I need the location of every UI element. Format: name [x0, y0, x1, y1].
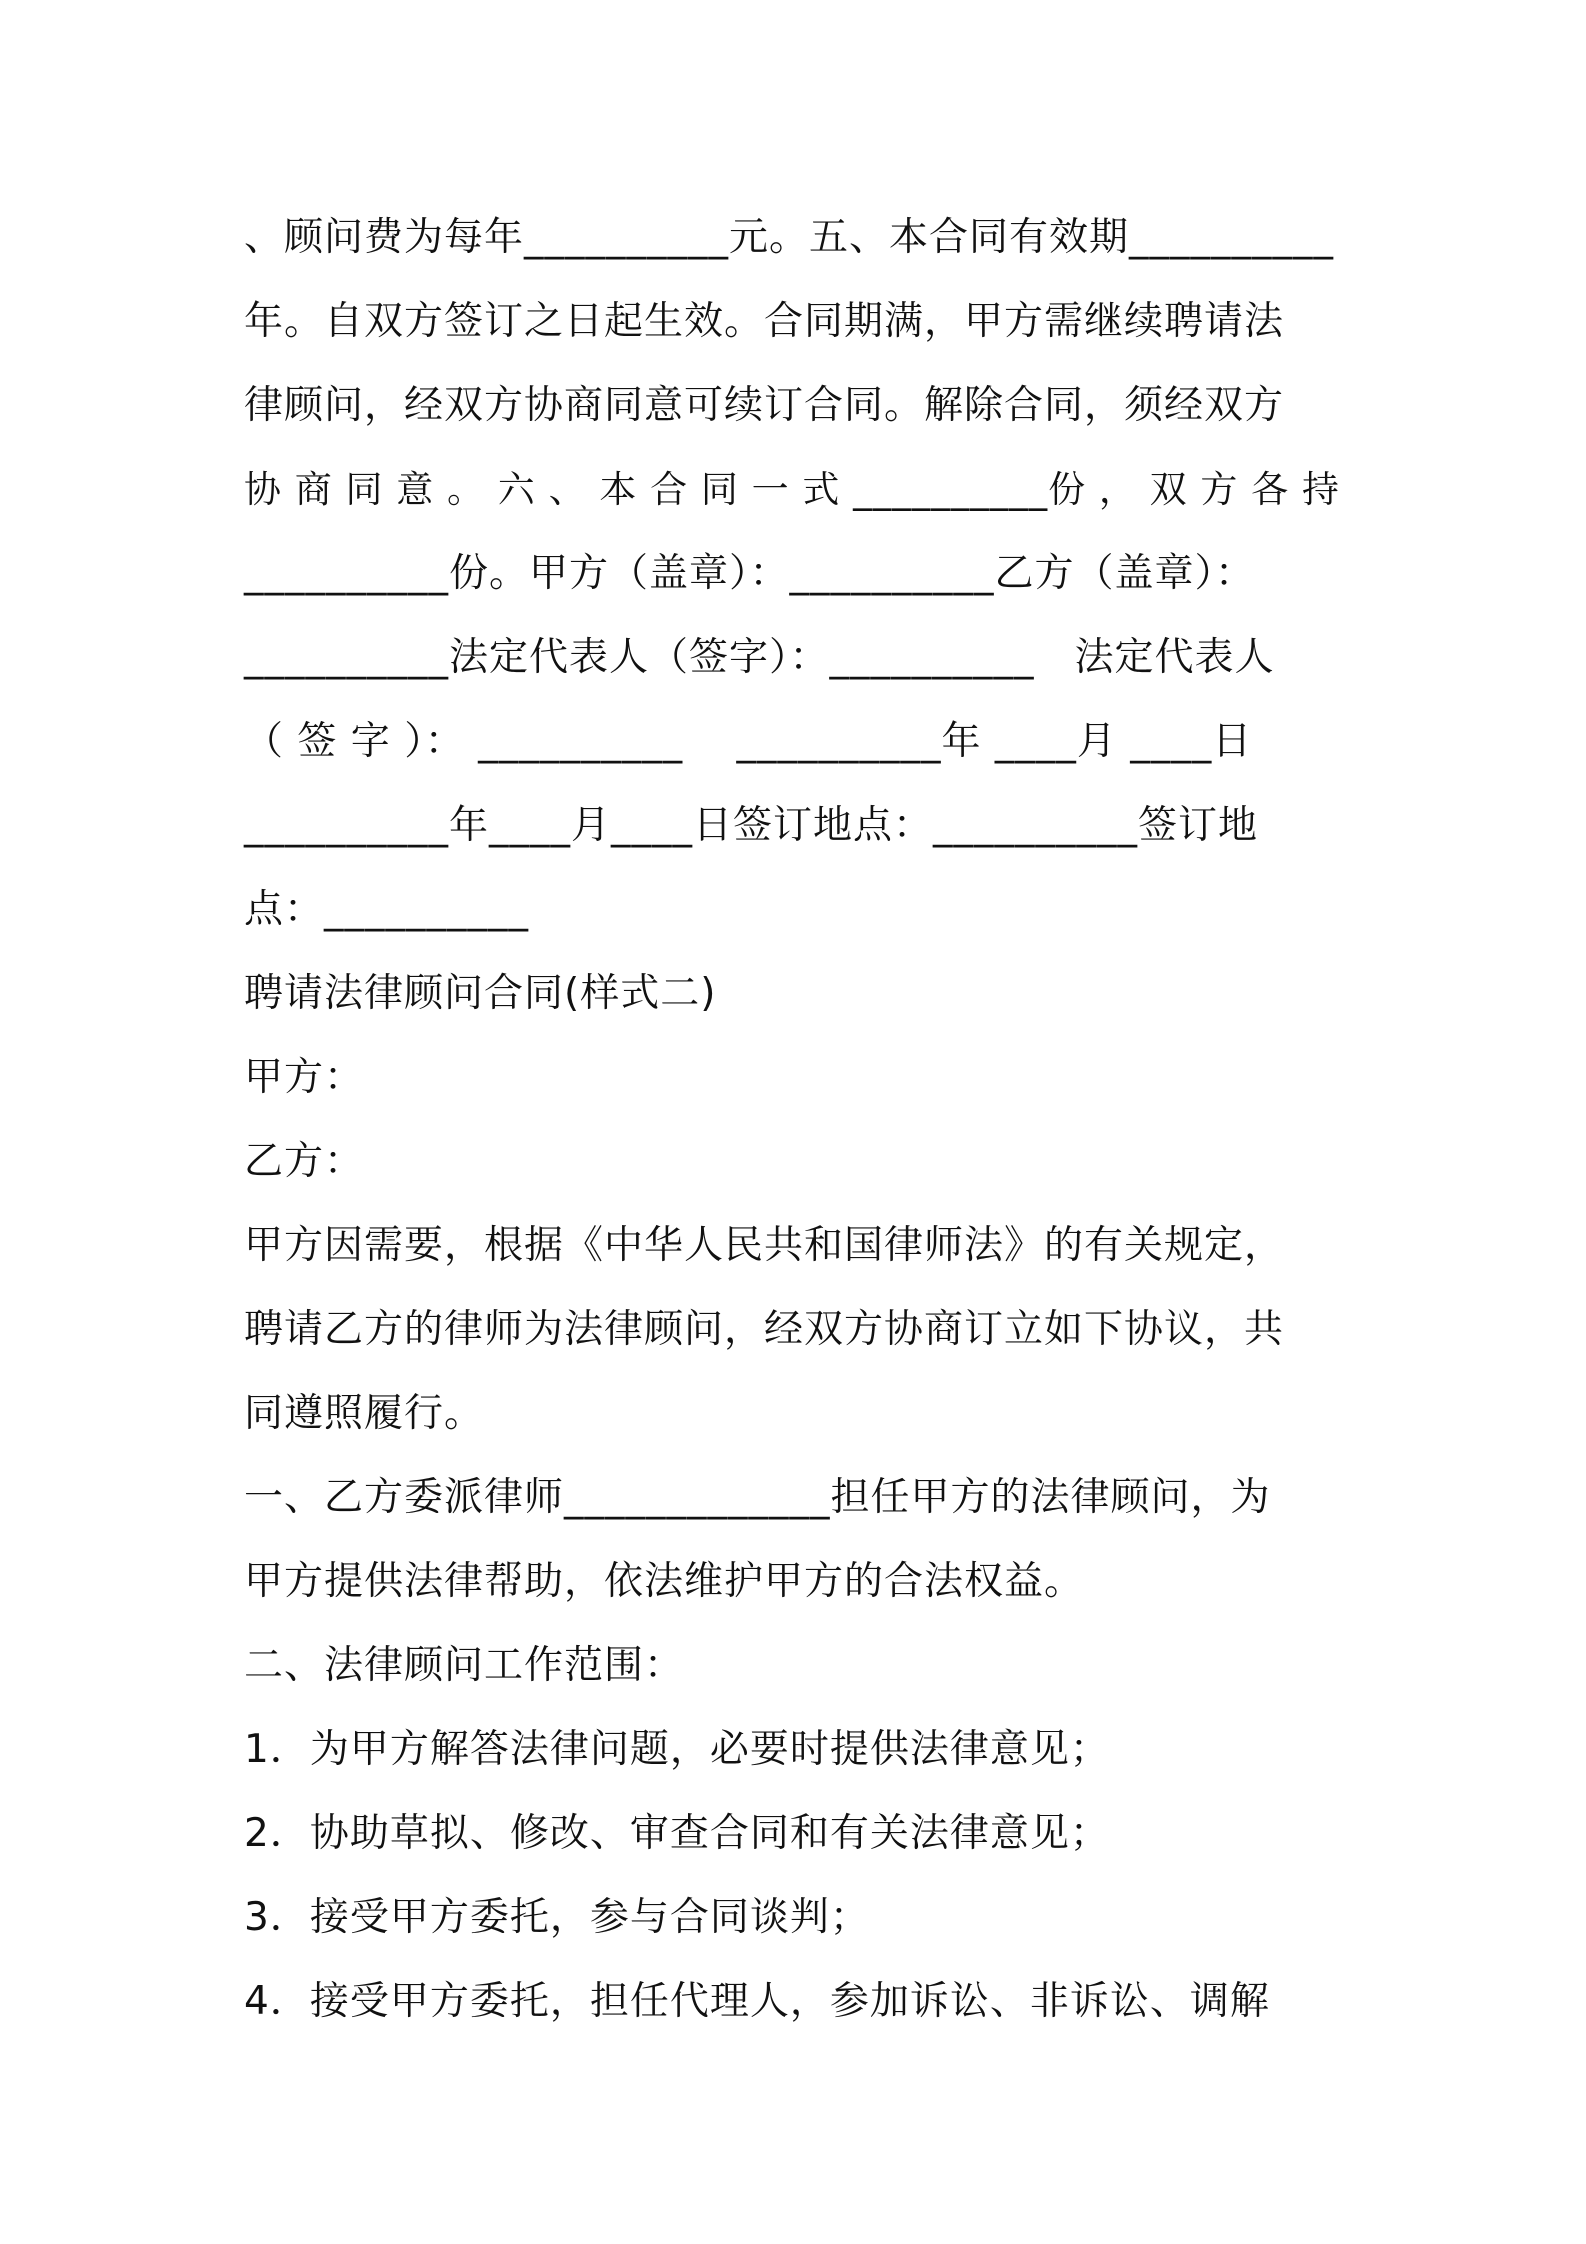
list-item: 4．接受甲方委托，担任代理人，参加诉讼、非诉讼、调解 [244, 1979, 1270, 2024]
list-item: 2．协助草拟、修改、审查合同和有关法律意见； [244, 1811, 1110, 1856]
text-line: __________法定代表人（签字）：__________ 法定代表人 [244, 635, 1275, 680]
text-line: 律顾问，经双方协商同意可续订合同。解除合同，须经双方 [244, 383, 1285, 428]
list-item: 1．为甲方解答法律问题，必要时提供法律意见； [244, 1727, 1110, 1772]
text-line: 、顾问费为每年__________元。五、本合同有效期__________ [244, 215, 1335, 260]
clause-1-line: 甲方提供法律帮助，依法维护甲方的合法权益。 [244, 1559, 1085, 1604]
preamble-line: 聘请乙方的律师为法律顾问，经双方协商订立如下协议，共 [244, 1307, 1285, 1352]
text-line: 点：__________ [244, 887, 530, 932]
list-item: 3．接受甲方委托，参与合同谈判； [244, 1895, 870, 1940]
text-line: __________年____月____日签订地点：__________签订地 [244, 803, 1259, 848]
preamble-line: 甲方因需要，根据《中华人民共和国律师法》的有关规定， [244, 1223, 1285, 1268]
preamble-line: 同遵照履行。 [244, 1391, 485, 1436]
text-line: （ 签 字 ）： __________ __________年 ____月 ____日 [244, 719, 1253, 764]
text-line: 协 商 同 意 。 六 、 本 合 同 一 式 __________份 ， 双 方 各 持 [244, 468, 1340, 511]
document-body [244, 196, 1354, 2044]
party-b-label: 乙方： [244, 1139, 365, 1184]
clause-1-line: 一、乙方委派律师_____________担任甲方的法律顾问，为 [244, 1475, 1271, 1520]
text-line: 年。自双方签订之日起生效。合同期满，甲方需继续聘请法 [244, 299, 1285, 344]
text-line: __________份。甲方（盖章）：__________乙方（盖章）： [244, 551, 1256, 596]
party-a-label: 甲方： [244, 1055, 365, 1100]
contract-title: 聘请法律顾问合同(样式二) [244, 971, 717, 1016]
clause-2-heading: 二、法律顾问工作范围： [244, 1643, 685, 1688]
